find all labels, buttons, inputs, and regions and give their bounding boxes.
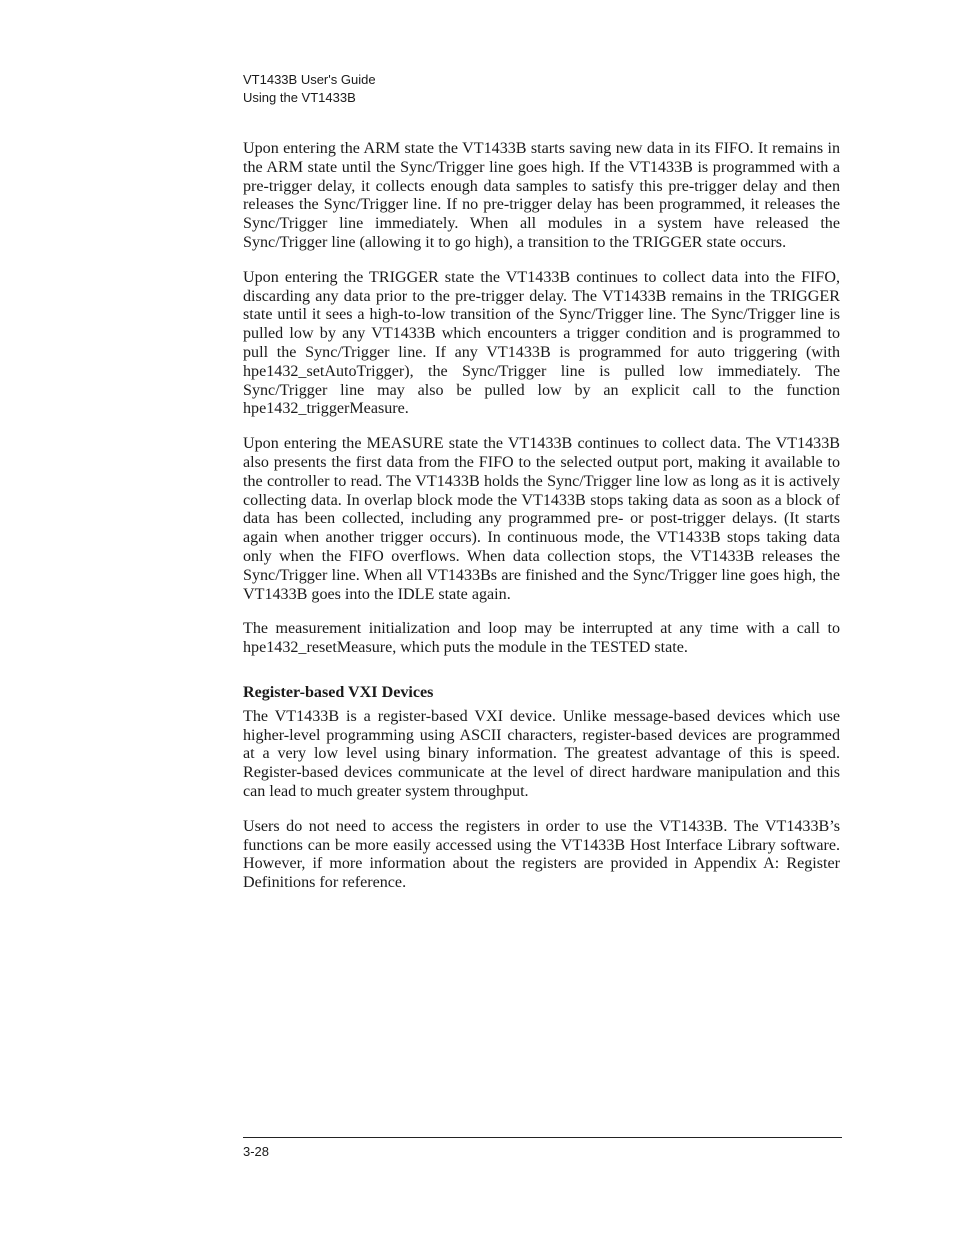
paragraph-register-based: The VT1433B is a register-based VXI device. Unlike message-based devices which use higher-level programming using ASCII characters, register-based devices are programmed at a very low level using binary information. The greatest advantage of this is speed. Register-based devices communicate at the level of direct hardware manipulation and this can lead to much greater system throughput. — [243, 707, 840, 800]
paragraph-measure-state: Upon entering the MEASURE state the VT1433B continues to collect data. The VT1433B also presents the first data from the FIFO to the selected output port, making it available to the controller to read. The VT1433B holds the Sync/Trigger line low as long as it is actively collecting data. In overlap block mode the VT1433B stops taking data as soon as a block of data has been collected, including any programmed pre- or post-trigger delays. (It starts again when another trigger occurs). In continuous mode, the VT1433B stops taking data only when the FIFO overflows. When data collection stops, the VT1433B releases the Sync/Trigger line. When all VT1433Bs are finished and the Sync/Trigger line goes high, the VT1433B goes into the IDLE state again. — [243, 435, 840, 603]
header-document-title: VT1433B User's Guide — [243, 72, 376, 87]
footer-divider — [243, 1137, 842, 1138]
header-chapter-title: Using the VT1433B — [243, 90, 356, 105]
section-heading: Register-based VXI Devices — [243, 683, 434, 701]
paragraph-trigger-state: Upon entering the TRIGGER state the VT1433B continues to collect data into the FIFO, discarding any data prior to the pre-trigger delay. The VT1433B remains in the TRIGGER state until it sees a high-to-low transition of the Sync/Trigger line. The Sync/Trigger line is pulled low by any VT1433B which encounters a trigger condition and is programmed to pull the Sync/Trigger line. If any VT1433B is programmed for auto triggering (with hpe1432_setAutoTrigger), the Sync/Trigger line is pulled low immediately. The Sync/Trigger line may also be pulled low by an explicit call to the function hpe1432_triggerMeasure. — [243, 268, 840, 418]
page-number: 3-28 — [243, 1144, 270, 1159]
paragraph-register-access: Users do not need to access the registers in order to use the VT1433B. The VT1433B’s functions can be more easily accessed using the VT1433B Host Interface Library software. However, if more information about the registers are provided in Appendix A: Register Definitions for reference. — [243, 817, 840, 892]
running-header — [243, 71, 376, 107]
body-content — [243, 140, 840, 909]
paragraph-interrupt: The measurement initialization and loop may be interrupted at any time with a call to hpe1432_resetMeasure, which puts the module in the TESTED state. — [243, 620, 840, 657]
paragraph-arm-state: Upon entering the ARM state the VT1433B starts saving new data in its FIFO. It remains in the ARM state until the Sync/Trigger line goes high. If the VT1433B is programmed with a pre-trigger delay, it collects enough data samples to satisfy this pre-trigger delay and then releases the Sync/Trigger line. If no pre-trigger delay has been programmed, it releases the Sync/Trigger line immediately. When all modules in a system have released the Sync/Trigger line (allowing it to go high), a transition to the TRIGGER state occurs. — [243, 140, 840, 251]
